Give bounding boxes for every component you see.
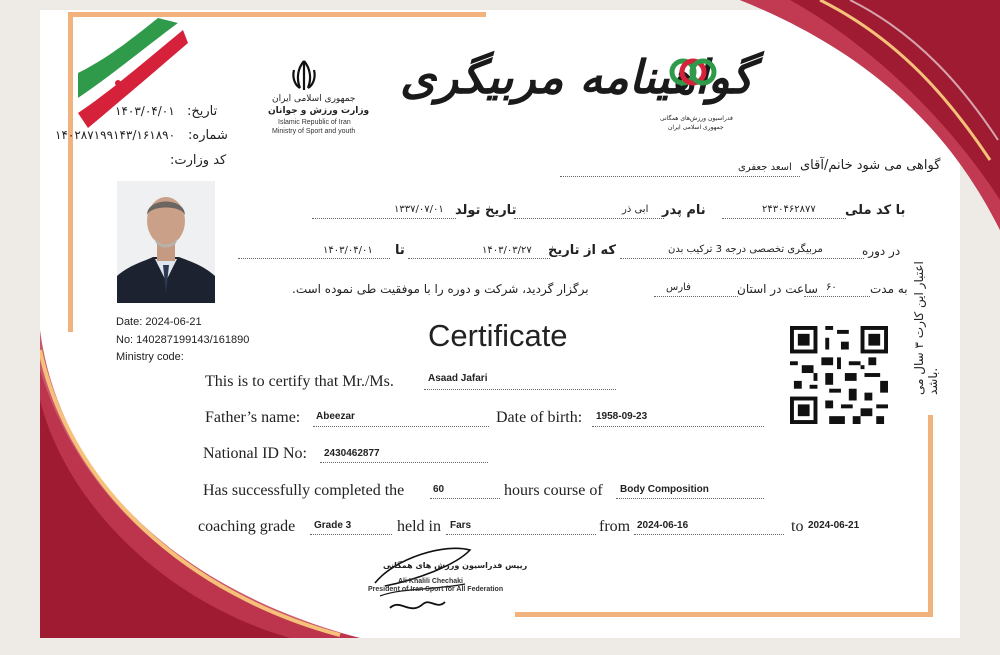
en-date-line: Date: 2024-06-21 — [116, 316, 202, 328]
en-hours-label: hours course of — [504, 482, 603, 499]
signer-name: Ali Khalili Chechaki — [398, 578, 463, 585]
signer-title: President of Iran Sport for All Federation — [368, 586, 504, 593]
gov-line1-fa: جمهوری اسلامی ایران — [272, 94, 356, 104]
fa-number-label: شماره: — [188, 128, 228, 143]
english-title: Certificate — [428, 318, 568, 353]
fa-birth-label: تاریخ تولد — [455, 203, 517, 218]
fed-line2-fa: جمهوری اسلامی ایران — [668, 124, 724, 131]
en-course-value: Body Composition — [620, 484, 709, 495]
en-hours-line — [430, 498, 500, 499]
en-birth-label: Date of birth: — [496, 409, 583, 426]
en-ministry-code-line: Ministry code: — [116, 351, 184, 363]
fa-from-label: که از تاریخ — [548, 243, 616, 258]
fa-nid-label: با کد ملی — [845, 203, 906, 218]
en-nid-line — [320, 462, 488, 463]
fa-from-line — [408, 258, 550, 259]
fa-duration-value: ۶۰ — [826, 282, 837, 293]
fa-nid-value: ۲۴۳۰۴۶۲۸۷۷ — [762, 204, 816, 215]
fa-birth-value: ۱۳۳۷/۰۷/۰۱ — [394, 204, 444, 215]
en-father-label: Father’s name: — [205, 409, 301, 426]
gov-line1-en: Islamic Republic of Iran — [278, 119, 351, 126]
fa-to-line — [238, 258, 390, 259]
en-nid-label: National ID No: — [203, 445, 307, 462]
fa-father-line — [514, 218, 664, 219]
frame-bottom-line — [515, 612, 933, 617]
en-from-value: 2024-06-16 — [637, 520, 689, 531]
en-grade-line — [310, 534, 392, 535]
fa-course-label: در دوره — [862, 244, 901, 258]
iran-emblem-icon — [286, 58, 322, 92]
fa-duration-label: به مدت — [870, 282, 908, 296]
en-birth-line — [592, 426, 764, 427]
fa-closing-text: برگزار گردید، شرکت و دوره را با موفقیت طی نموده است. — [292, 282, 589, 296]
fa-name-value: اسعد جعفری — [738, 162, 792, 173]
en-held-line — [446, 534, 596, 535]
validity-note: اعتبار این کارت ۳ سال می باشد. — [912, 261, 940, 395]
en-father-line — [313, 426, 489, 427]
en-completed-label: Has successfully completed the — [203, 482, 405, 499]
gov-line2-en: Ministry of Sport and youth — [272, 128, 356, 135]
en-nid-value: 2430462877 — [324, 448, 380, 459]
federation-logo-icon — [668, 52, 718, 94]
fa-birth-line — [312, 218, 456, 219]
en-from-line — [634, 534, 784, 535]
en-birth-value: 1958-09-23 — [596, 411, 648, 422]
en-certify-label: This is to certify that Mr./Ms. — [205, 373, 394, 390]
signature-line-fa: رییس فدراسیون ورزش های همگانی — [383, 561, 528, 570]
en-held-value: Fars — [450, 520, 472, 531]
fa-to-value: ۱۴۰۳/۰۴/۰۱ — [323, 245, 373, 256]
fa-date-value: ۱۴۰۳/۰۴/۰۱ — [115, 104, 175, 118]
en-number-line: No: 140287199143/161890 — [116, 334, 250, 346]
fa-ministry-code-label: کد وزارت: — [170, 153, 227, 168]
fa-hours-label: ساعت در استان — [737, 282, 818, 296]
fa-father-label: نام پدر — [662, 203, 706, 218]
fa-province-line — [654, 296, 738, 297]
fa-name-line — [560, 176, 800, 177]
en-course-line — [616, 498, 764, 499]
fa-certify-text: گواهی می شود خانم/آقای — [800, 158, 941, 173]
fa-province-value: فارس — [666, 282, 691, 293]
fa-to-label: تا — [395, 243, 405, 258]
en-held-label: held in — [397, 518, 441, 535]
fa-from-value: ۱۴۰۳/۰۳/۲۷ — [482, 245, 532, 256]
en-grade-value: Grade 3 — [314, 520, 352, 531]
en-to-label: to — [791, 518, 804, 535]
frame-right-line — [928, 415, 933, 617]
qr-code-icon — [790, 326, 888, 424]
frame-left-line — [68, 12, 73, 332]
en-grade-label: coaching grade — [198, 518, 296, 535]
fa-number-value: ۱۴۰۲۸۷۱۹۹۱۴۳/۱۶۱۸۹۰ — [55, 128, 176, 142]
fa-course-value: مربیگری تخصصی درجه 3 ترکیب بدن — [668, 244, 823, 255]
fa-duration-line — [804, 296, 870, 297]
fa-father-value: ابی ذر — [622, 204, 649, 215]
fa-course-line — [620, 258, 864, 259]
holder-photo — [117, 181, 215, 303]
en-name-line — [424, 389, 616, 390]
fa-date-label: تاریخ: — [187, 104, 218, 119]
en-hours-value: 60 — [433, 484, 445, 495]
persian-title: گواهینامه مربیگری — [400, 50, 754, 104]
frame-top-line — [68, 12, 486, 17]
gov-line2-fa: وزارت ورزش و جوانان — [268, 106, 370, 116]
fa-nid-line — [722, 218, 846, 219]
top-right-ribbon — [700, 0, 1000, 230]
en-name-value: Asaad Jafari — [428, 373, 488, 384]
fed-line1-fa: فدراسیون ورزش‌های همگانی — [660, 115, 733, 122]
en-father-value: Abeezar — [316, 411, 355, 422]
en-to-value: 2024-06-21 — [808, 520, 860, 531]
en-from-label: from — [599, 518, 631, 535]
